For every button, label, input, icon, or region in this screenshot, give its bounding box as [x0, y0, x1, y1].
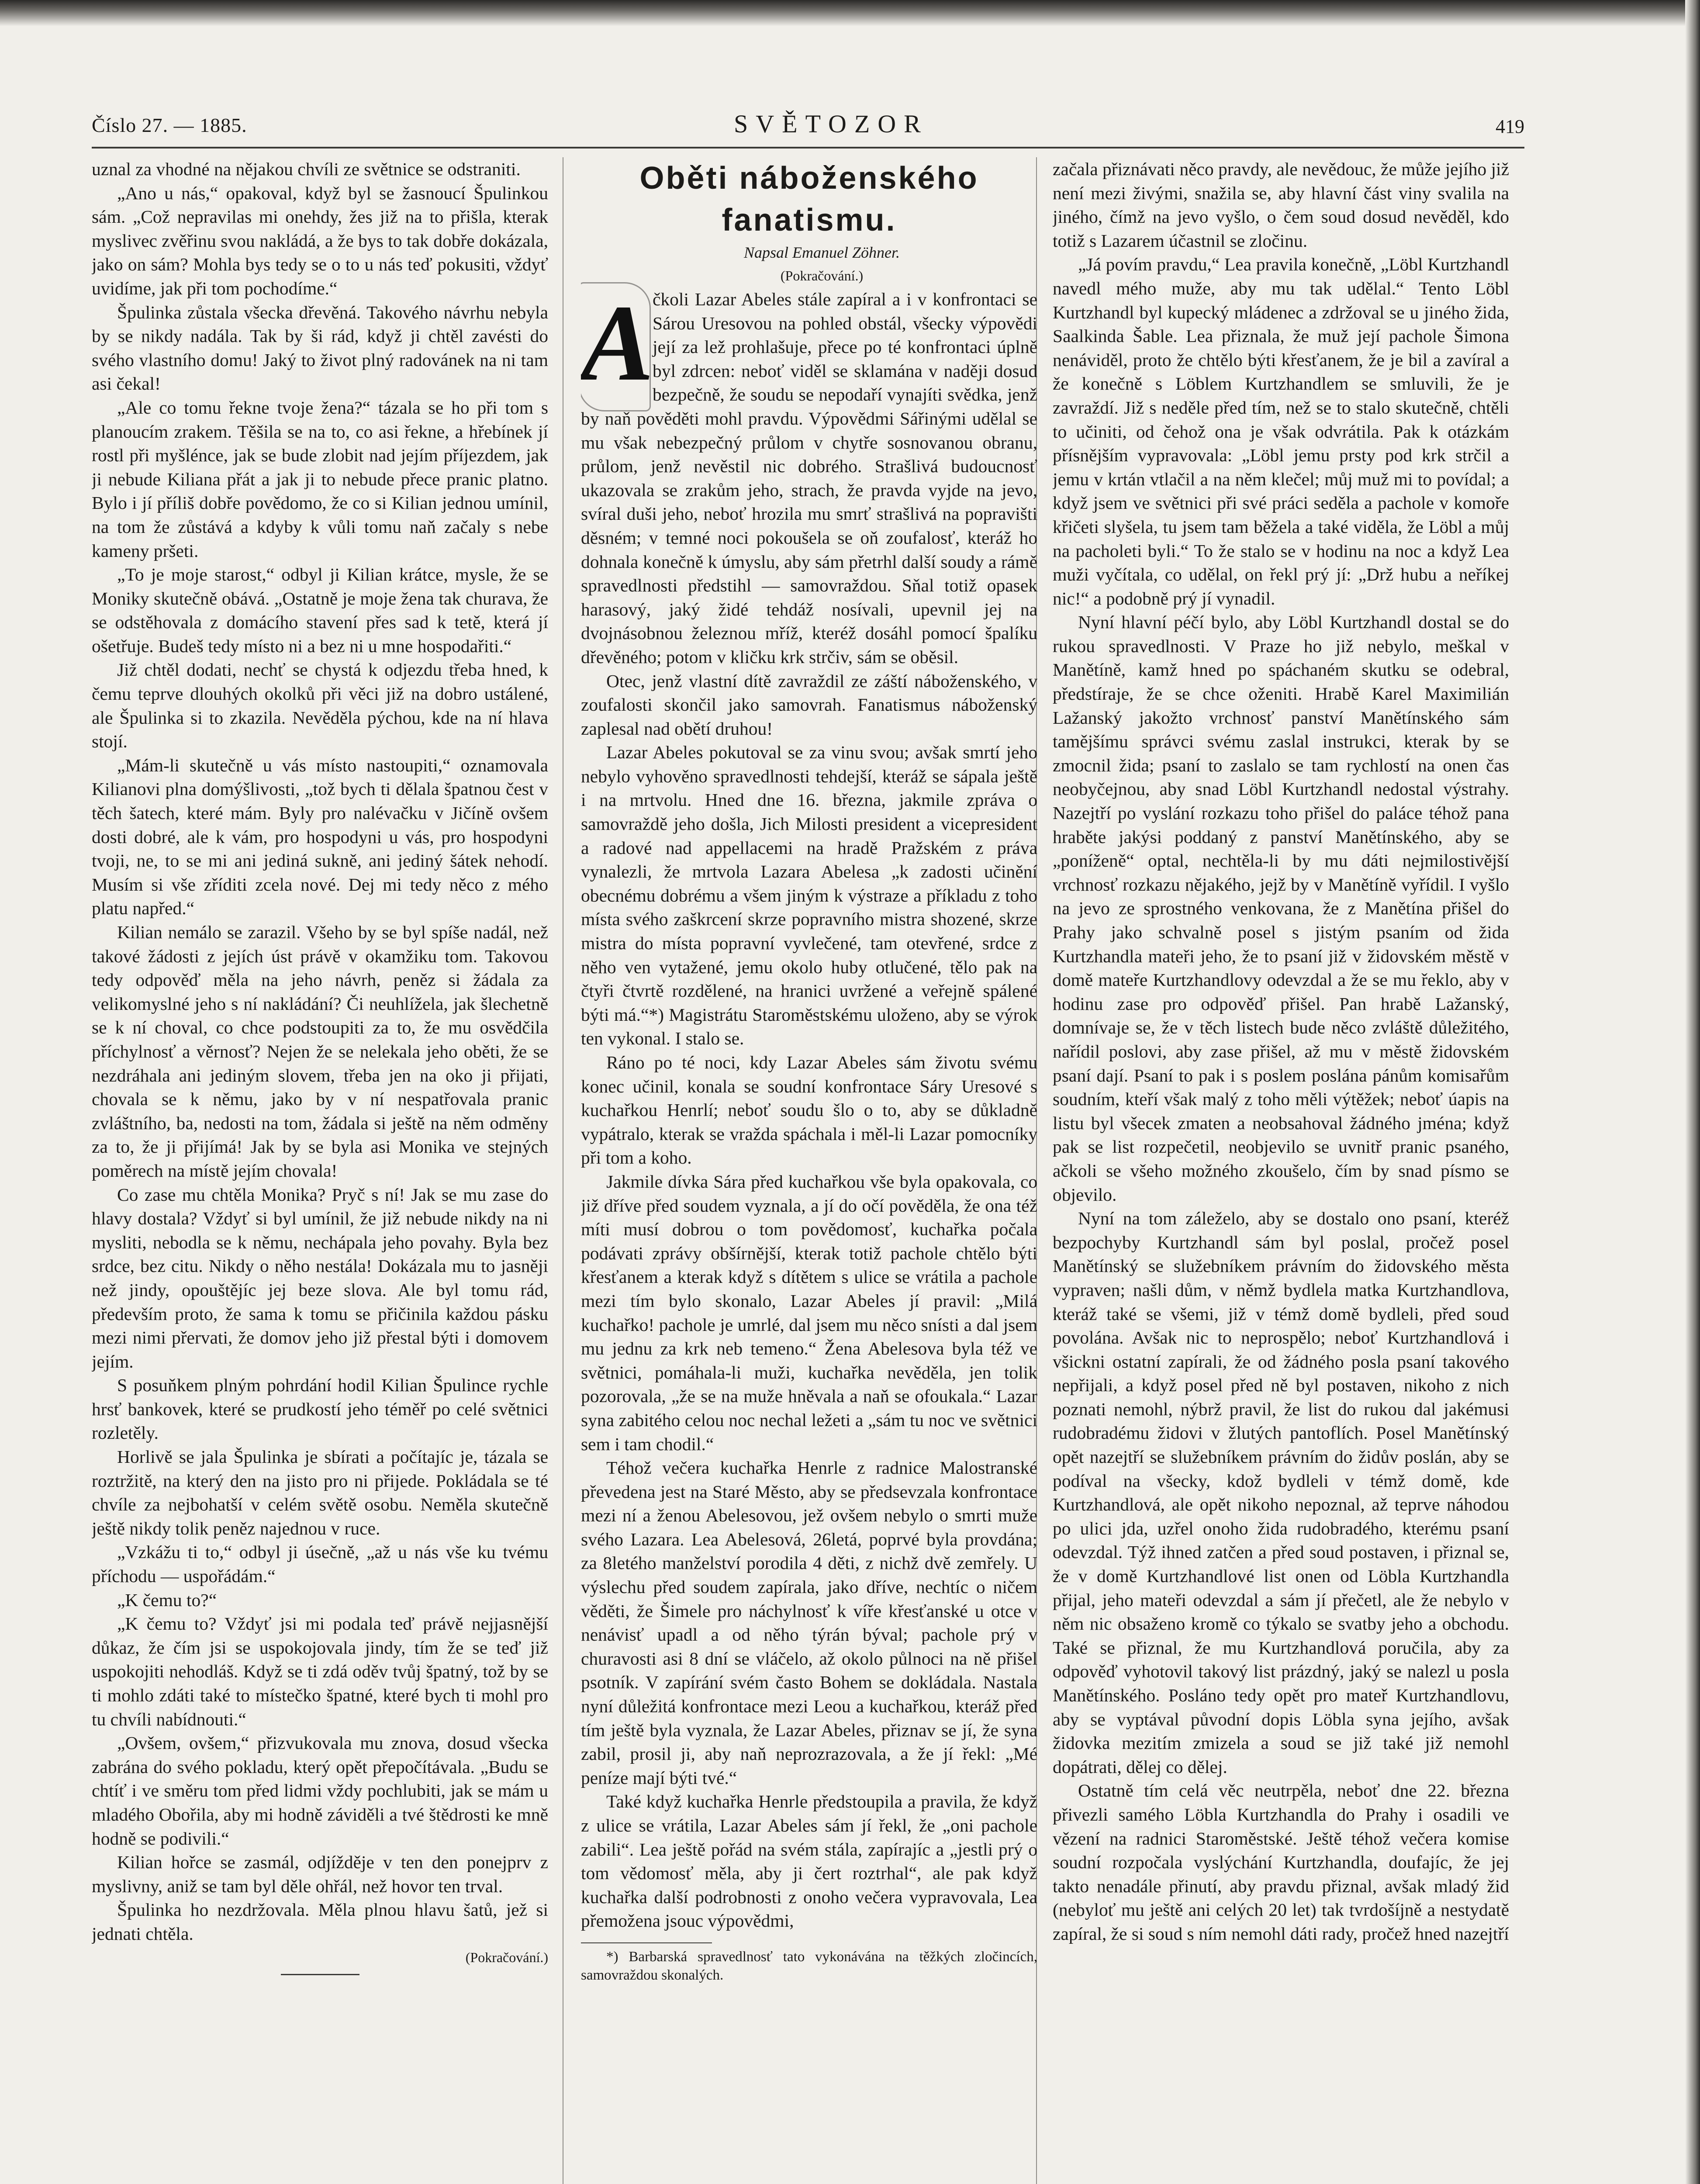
lead-paragraph-text: čkoli Lazar Abeles stále zapíral a i v konfrontaci se Sárou Uresovou na pohled obstál, všecky výpovědi její za lež prohlašuje, přece po té konfrontaci úplně byl zdrcen: neboť viděl se sklamána v naději dosud bezpečně, že soudu se nepodaří vynajíti svědka, jenž by naň pověděti mohl pravdu. Výpovědmi Sářinými udělal se mu však nebezpečný průlom v chytře sosnovanou obranu, průlom, jenž nevěstil nic dobrého. Strašlivá budoucnosť ukazovala se zrakům jeho, strach, že pravda vyjde na jevo, svíral duši jeho, neboť hrozila mu smrť strašlivá na popravišti děsném; v temné noci pokoušela se oň zoufalosť, kteráž ho dohnala konečně k úmyslu, aby sám přetrhl další soudy a rámě spravedlnosti předstihl — samovraždou. Sňal totiž opasek harasový, jaký židé tehdáž nosívali, upevnil jej na dvojnásobnou železnou mříž, kteréž dosáhl pomocí špalíku dřevěného; potom v kličku krk strčiv, sám se oběsil.: [581, 289, 1037, 667]
paragraph: „To je moje starost,“ odbyl ji Kilian krátce, mysle, že se Moniky skutečně obává. „Ostatně je moje žena tak churava, že se odstěhovala z domácího stavení přes sad k tetě, která jí ošetřuje. Budeš tedy místo ni a bez ni u mne hospodařiti.“: [92, 564, 548, 656]
masthead-title: SVĚTOZOR: [734, 110, 929, 138]
paragraph: začala přiznávati něco pravdy, ale nevědouc, že může jejího již není mezi živými, snažila se, aby hlavní část viny svalila na jiného, čímž na jevo vyšlo, o čem soud dosud nevěděl, kdo totiž s Lazarem účastnil se zločinu.: [1053, 159, 1509, 251]
lead-paragraph: [581, 283, 1037, 669]
paragraph: „Já povím pravdu,“ Lea pravila konečně, „Löbl Kurtzhandl navedl mého muže, aby mu tak udělal.“ Tento Löbl Kurtzhandl byl kupecký mládenec a zdržoval se u jiného žida, Saalkinda Šable. Lea přiznala, že muž její pachole Šimona nenáviděl, proto že chtělo býti křesťanem, že je bil a zavíral a že konečně s Löblem Kurtzhandlem se smluvili, že je zavraždí. Již s neděle před tím, než se to stalo skutečně, chtěli to učiniti, od čehož ona je však odvrátila. Pak k otázkám přísnějším vypravovala: „Löbl jemu prsty pod krk strčil a jemu v krtán vtlačil a na něm klečel; můj muž mi to povídal; a když jsem ve světnici při své práci seděla a pachole v komoře křičeti slyšela, tu jsem tam běžela a také viděla, že Löbl a můj na pacholeti byli.“ To že stalo se v hodinu na noc a když Lea muži vyčítala, co udělal, on řekl prý jí: „Drž hubu a neříkej nic!“ a podobně prý jí vynadil.: [1053, 254, 1509, 608]
paragraph: Téhož večera kuchařka Henrle z radnice Malostranské převedena jest na Staré Město, aby se předsevzala konfrontace mezi ní a ženou Abelesovou, jež ovšem nebylo o smrti muže svého Lazara. Lea Abelesová, 26letá, poprvé byla provdána; za 8letého manželství porodila 4 děti, z nichž dvě zemřely. U výslechu před soudem zapírala, jako dříve, nechtíc o ničem věděti, že Šimele pro náchylnosť k víře křesťanské u otce v nenávisť upadl a od něho týrán býval; pachole prý v churavosti asi 8 dní se vláčelo, až okolo půlnoci na ně přišel psotník. V zapírání svém často Bohem se dokládala. Nastala nyní důležitá konfrontace mezi Leou a kuchařkou, kteráž před tím ještě byla vyznala, že Lazar Abeles, přiznav se jí, že syna zabil, prosil ji, aby naň neprozrazovala, a že jí řekl: „Mé peníze mají býti tvé.“: [581, 1458, 1037, 1788]
issue-number: Číslo 27. — 1885.: [92, 114, 247, 136]
paragraph: Co zase mu chtěla Monika? Pryč s ní! Jak se mu zase do hlavy dostala? Vždyť si byl umínil, že již nebude nikdy na ni mysliti, nebodla se k němu, nechápala jeho povahy. Byla bez srdce, bez citu. Nikdy o něho nestála! Dokázala mu to jasněji než jindy, opouštějíc jej beze slova. Ale byl tomu rád, především proto, že sama k tomu se přičinila každou pásku mezi nimi přervati, že domov jeho již přestal býti i domovem jejím.: [92, 1184, 548, 1372]
paragraph: Horlivě se jala Špulinka je sbírati a počítajíc je, tázala se roztržitě, na který den na jisto pro ni přijede. Pokládala se té chvíle za nejbohatší v celém světě osobu. Neměla skutečně ještě nikdy tolik peněz najednou v ruce.: [92, 1447, 548, 1538]
column-middle: [581, 157, 1037, 2184]
paragraph: „Mám-li skutečně u vás místo nastoupiti,“ oznamovala Kilianovi plna domýšlivosti, „tož bych ti dělala špatnou čest v těch šatech, které mám. Byly pro nalévačku v Jičíně ovšem dosti dobré, ale k vám, pro hospodyni u vás, pro hospodyni tvoji, ne, to se mi ani jediná sukně, ani jediný šátek nehodí. Musím si vše zříditi zcela nové. Dej mi tedy něco z mého platu napřed.“: [92, 755, 548, 919]
footnote-rule: [581, 1942, 712, 1943]
scan-edge-right: [1685, 0, 1700, 2184]
paragraph: „Ale co tomu řekne tvoje žena?“ tázala se ho při tom s planoucím zrakem. Těšila se na to, co asi řekne, a hřebínek jí rostl při myšlénce, jak se bude zlobit nad jejím příjezdem, jak ji nebude Kiliana přát a jak ji to nebude přece pranic platno. Bylo i jí příliš dobře povědomo, že co si Kilian jednou umínil, na tom že zůstává a kdyby k vůli tomu naň začaly s nebe kameny pršeti.: [92, 397, 548, 561]
paragraph: Také když kuchařka Henrle předstoupila a pravila, že když z ulice se vrátila, Lazar Abeles sám jí řekl, že „oni pachole zabili“. Lea ještě pořád na svém stála, zapírajíc a „jestli prý o tom vědomosť měla, aby ji čert roztrhal“, ale pak když kuchařka další podrobnosti z onoho večera vypravovala, Lea přemožena jsouc výpovědmi,: [581, 1791, 1037, 1931]
paragraph: Ráno po té noci, kdy Lazar Abeles sám životu svému konec učinil, konala se soudní konfrontace Sáry Uresové s kuchařkou Henrlí; neboť soudu šlo o to, aby se důkladně vypátralo, kterak se vražda spáchala i měl-li Lazar pomocníky při tom a koho.: [581, 1052, 1037, 1168]
footnote: *) Barbarská spravedlnosť tato vykonávána na těžkých zločincích, samovraždou skonalých.: [581, 1949, 1037, 1983]
paragraph: Lazar Abeles pokutoval se za vinu svou; avšak smrtí jeho nebylo vyhověno spravedlnosti tehdejší, kteráž se sápala ještě i na mrtvolu. Hned dne 16. března, jakmile zpráva o samovraždě jeho došla, Jich Milosti president a vicepresident a radové nad appellacemi na hradě Pražském z práva vynalezli, že mrtvola Lazara Abelesa „k zadosti učinění obecnému dobrému a všem jiným k výstraze a příkladu z toho místa svého zaškrcení skrze popravního mistra shozené, skrze mistra do místa popravní vyvlečené, tam otevřené, srdce z něho ven vytažené, jemu okolo huby otlučené, tělo pak na čtyři čtvrtě rozdělené, na hranici uvržené a veřejně spálené býti má.“*) Magistrátu Staroměstskému uloženo, aby se výrok ten vykonal. I stalo se.: [581, 742, 1037, 1049]
paragraph: Otec, jenž vlastní dítě zavraždil ze záští náboženského, v zoufalosti skončil jako samovrah. Fanatismus náboženský zaplesal nad obětí druhou!: [581, 670, 1037, 739]
paragraph: uznal za vhodné na nějakou chvíli ze světnice se odstraniti.: [92, 159, 521, 179]
paragraph: „Ano u nás,“ opakoval, když byl se žasnoucí Špulinkou sám. „Což nepravilas mi onehdy, žes již na to přišla, kterak myslivec zvěřinu svou nakládá, a že bys to tak dobře dokázala, jako on sám? Mohla bys tedy se o to u nás teď pokusiti, vždyť uvidíme, jak při tom pochodíme.“: [92, 183, 548, 298]
page-header: [92, 109, 1524, 149]
dropcap-letter: A: [581, 283, 654, 404]
paragraph: „K čemu to? Vždyť jsi mi podala teď právě nejjasnější důkaz, že čím jsi se uspokojovala jindy, tím že se teď již uspokojiti nehodláš. Když se ti zdá oděv tvůj špatný, tož by se ti mohlo zdáti také to místečko špatné, které bych ti mohl pro tu chvíli nabídnouti.“: [92, 1614, 548, 1729]
paragraph: Jakmile dívka Sára před kuchařkou vše byla opakovala, co již dříve před soudem vyznala, a jí do očí pověděla, že ona též míti musí dobrou o tom povědomosť, kuchařka počala podávati zprávy obšírnější, kterak totiž pachole chtělo býti křesťanem a kterak když s dítětem s ulice se vrátila a pachole mezi tím bylo skonalo, Lazar Abeles jí pravil: „Milá kuchařko! pachole je umrlé, dal jsem mu něco snísti a dal jsem mu jednu za krk neb temeno.“ Žena Abelesova byla též ve světnici, pomáhala-li muži, kuchařka nevěděla, jen tolik pozorovala, „že se na muže hněvala a naň se ofoukala.“ Lazar syna zabitého celou noc nechal ležeti a „sám tu noc ve světnici sem i tam chodil.“: [581, 1171, 1037, 1454]
paragraph: Nyní na tom záleželo, aby se dostalo ono psaní, kteréž bezpochyby Kurtzhandl sám byl poslal, pročež posel Manětínský se služebníkem právním do židovského města vypraven; našli dům, v němž bydlela matka Kurtzhandlova, kteráž také se všemi, již v témž domě bydleli, před soud povolána. Avšak nic to neprospělo; neboť Kurtzhandlová i všickni ostatní zapírali, že od žádného posla psaní takového nepřijali, a když posel před ně byl postaven, nikoho z nich poznati nemohl, nýbrž pravil, že list do rukou dal jakémusi rudobradému židovi v žlutých pantoflích. Posel Manětínský opět nazejtří se služebníkem právním do židův poslán, aby se podíval na všecky, kdož bydleli v témž domě, kde Kurtzhandlová, ale opět nikoho nepoznal, až teprve náhodou po ulici jda, uzřel onoho žida rudobradého, kterému psaní odevzdal. Týž ihned zatčen a před soud postaven, i přiznal se, že v domě Kurtzhandlové list onen od Löbla Kurtzhandla přijal, jeho mateři odevzdal a sám jí přečetl, ale že nebylo v něm nic obsaženo kromě co týkalo se svatby jeho a obchodu. Také se přiznal, že mu Kurtzhandlová poručila, aby za odpověď vyhotovil takový list prázdný, jaký se nalezl u posla Manětínského. Posláno tedy opět pro mateř Kurtzhandlovu, aby se vyptával původní dopis Löbla syna jejího, avšak židovka mezitím zmizela a soud se již také již nemohl dopátrati, dělej co dělej.: [1053, 1208, 1509, 1777]
paragraph: Nyní hlavní péčí bylo, aby Löbl Kurtzhandl dostal se do rukou spravedlnosti. V Praze ho již nebylo, meškal v Manětíně, kamž hned po spáchaném skutku se odebral, předstíraje, že se chce oženiti. Hrabě Karel Maximilián Lažanský jakožto vrchnosť panství Manětínského sám tamějšímu správci svému zaslal instrukci, kterak by se zmocnil žida; psaní to zaslalo se tam rychlostí na onen čas neobyčejnou, aby snad Löbl Kurtzhandl nedostal výstrahy. Nazejtří po vyslání rozkazu toho přišel do paláce téhož pana hraběte jakýsi poddaný z panství Manětínského, aby se „poníženě“ optal, nechtěla-li by mu dáti nejmilostivější vrchnosť rozkazu nějakého, jejž by v Manětíně vyřídil. I vyšlo na jevo ze sprostného venkovana, že z Manětína přišel do Prahy jako schvalně posel s jistým psaním od žida Kurtzhandla mateři jeho, že to psaní již v židovském městě v domě mateře Kurtzhandlovy odevzdal a že se mu řeklo, aby v hodinu zase pro odpověď přišel. Pan hrabě Lažanský, domnívaje se, že v těch listech bude něco zvláště důležitého, nařídil poslovi, aby zase přišel, až mu v městě židovském psaní dají. Psaní to pak i s poslem poslána pánům komisařům soudním, kteří však malý z toho měli výtěžek; neboť úapis na listu byl všecek zmaten a neobsahoval žádného jména; když pak se list rozpečetil, neobjevilo se uvnitř pranic psaného, ačkoli se všeho možného zkoušelo, čím by snad písmo se objevilo.: [1053, 612, 1509, 1205]
dropcap-initial: [581, 283, 654, 406]
article-byline: Napsal Emanuel Zöhner.: [743, 244, 900, 261]
column-right: [1053, 157, 1509, 2184]
paragraph: „K čemu to?“: [117, 1590, 217, 1610]
paragraph: Kilian nemálo se zarazil. Všeho by se byl spíše nadál, než takové žádosti z jejích úst právě v okamžiku tom. Takovou tedy odpověď měla na jeho návrh, peněz si žádala za velikomyslné jeho s ní nakládání? Či neuhlížela, jak šlechetně se k ní choval, co chce podstoupiti za to, že mu osvědčila příchylnosť a věrnosť? Nejen že se nelekala jeho oběti, že se nezdráhala ani jediným slovem, třeba jen na oko ji přijati, chovala se k němu, jako by v ní nespatřovala pranic zvláštního, ba, nedosti na tom, žádala si ještě na něm odměny za to, že ji přijímá! Jak by se byla asi Monika ve stejných poměrech na místě jejím chovala!: [92, 922, 548, 1181]
continued-note: (Pokračování.): [780, 268, 864, 283]
paragraph: „Vzkážu ti to,“ odbyl ji úsečně, „až u nás vše ku tvému příchodu — uspořádám.“: [92, 1542, 548, 1586]
header-rule: [92, 147, 1524, 149]
paragraph: S posuňkem plným pohrdání hodil Kilian Špulince rychle hrsť bankovek, které se prudkostí jeho téměř po celé světnici rozletěly.: [92, 1375, 548, 1443]
column-left: [92, 157, 548, 2184]
dropcap-ornament: [581, 282, 651, 411]
paragraph: Kilian hořce se zasmál, odjížděje v ten den ponejprv z myslivny, aniž se tam byl děle ohřál, než hovor ten trval.: [92, 1852, 548, 1896]
paragraph: Špulinka zůstala všecka dřevěná. Takového návrhu nebyla by se nikdy nadála. Tak by ši rád, když ji chtěl zavésti do svého vlastního domu! Jaký to život plný radovánek na ni tam asi čekal!: [92, 302, 548, 394]
section-end-rule: [281, 1974, 359, 1975]
paragraph: Ostatně tím celá věc neutrpěla, neboť dne 22. března přivezli samého Löbla Kurtzhandla do Prahy i osadili ve vězení na radnici Staroměstské. Ještě téhož večera komise soudní rozpočala vyslýchání Kurtzhandla, doufajíc, že jej takto nenadále přinutí, aby pravdu přiznal, avšak mladý žid (nebyloť mu ještě ani celých 20 let) tak tvrdošíjně a nestydatě zapíral, že si soud s ním nemohl dáti rady, pročež hned nazejtří: [1053, 1780, 1509, 1944]
page-number: 419: [1496, 116, 1524, 137]
continued-note: (Pokračování.): [465, 1949, 548, 1965]
scan-edge-top: [0, 0, 1700, 26]
paragraph: Již chtěl dodati, nechť se chystá k odjezdu třeba hned, k čemu teprve dlouhých okolků při věci již na dobro ustálené, ale Špulinka si to zkazila. Nevěděla pýchou, kde na ní hlava stojí.: [92, 660, 548, 752]
article-title: Oběti náboženského fanatismu.: [639, 161, 979, 238]
paragraph: „Ovšem, ovšem,“ přizvukovala mu znova, dosud všecka zabrána do svého pokladu, který opět přepočítávala. „Budu se chtíť i ve směru tom před lidmi vždy pochlubiti, jak se mám u mladého Obořila, aby mi hodně záviděli a tvé štědrosti ke mně hodně se podivili.“: [92, 1733, 548, 1849]
paragraph: Špulinka ho nezdržovala. Měla plnou hlavu šatů, jež si jednati chtěla.: [92, 1900, 548, 1944]
